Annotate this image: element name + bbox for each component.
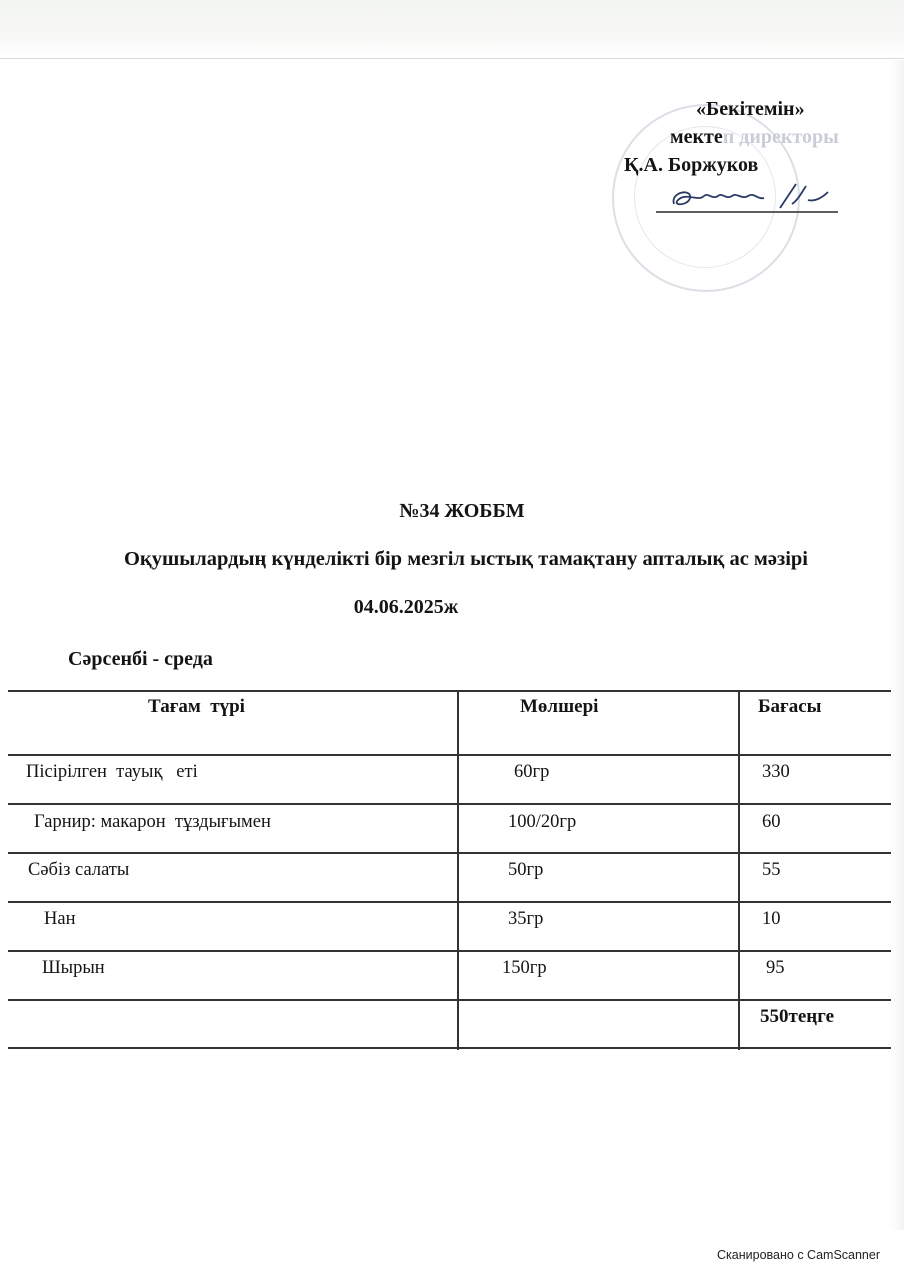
header-amount: Мөлшері — [520, 696, 599, 717]
row-4-price: 10 — [762, 909, 781, 929]
day-of-week: Сәрсенбі - среда — [68, 648, 213, 670]
scan-top-shadow — [0, 0, 904, 60]
header-dish: Тағам түрі — [148, 696, 245, 717]
menu-date: 04.06.2025ж — [353, 596, 459, 618]
row-5-amount: 150гр — [502, 958, 547, 978]
signature — [652, 178, 852, 218]
row-1-amount: 60гр — [514, 762, 550, 782]
row-5-price: 95 — [766, 958, 785, 978]
approval-block — [600, 96, 900, 326]
menu-table — [8, 690, 891, 1050]
row-4-amount: 35гр — [508, 909, 544, 929]
school-name: №34 ЖОББМ — [399, 500, 525, 522]
row-2-price: 60 — [762, 812, 781, 832]
approval-position: мектеп директоры — [670, 126, 839, 148]
row-3-amount: 50гр — [508, 860, 544, 880]
scanner-watermark: Сканировано с CamScanner — [717, 1248, 880, 1262]
approval-director-name: Қ.А. Боржуков — [624, 154, 759, 176]
row-1-price: 330 — [762, 762, 790, 782]
row-2-dish: Гарнир: макарон тұздығымен — [34, 812, 271, 832]
menu-title: Оқушылардың күнделікті бір мезгіл ыстық тамақтану апталық ас мәзірі — [123, 548, 809, 570]
row-4-dish: Нан — [44, 909, 76, 929]
row-1-dish: Пісірілген тауық еті — [26, 762, 198, 782]
total-price: 550теңге — [760, 1006, 835, 1027]
row-5-dish: Шырын — [42, 958, 105, 978]
row-2-amount: 100/20гр — [508, 812, 577, 832]
scan-paper-edge — [0, 58, 904, 59]
row-3-price: 55 — [762, 860, 781, 880]
approval-label: «Бекітемін» — [696, 98, 805, 120]
header-price: Бағасы — [758, 696, 822, 717]
row-3-dish: Сәбіз салаты — [28, 860, 130, 880]
